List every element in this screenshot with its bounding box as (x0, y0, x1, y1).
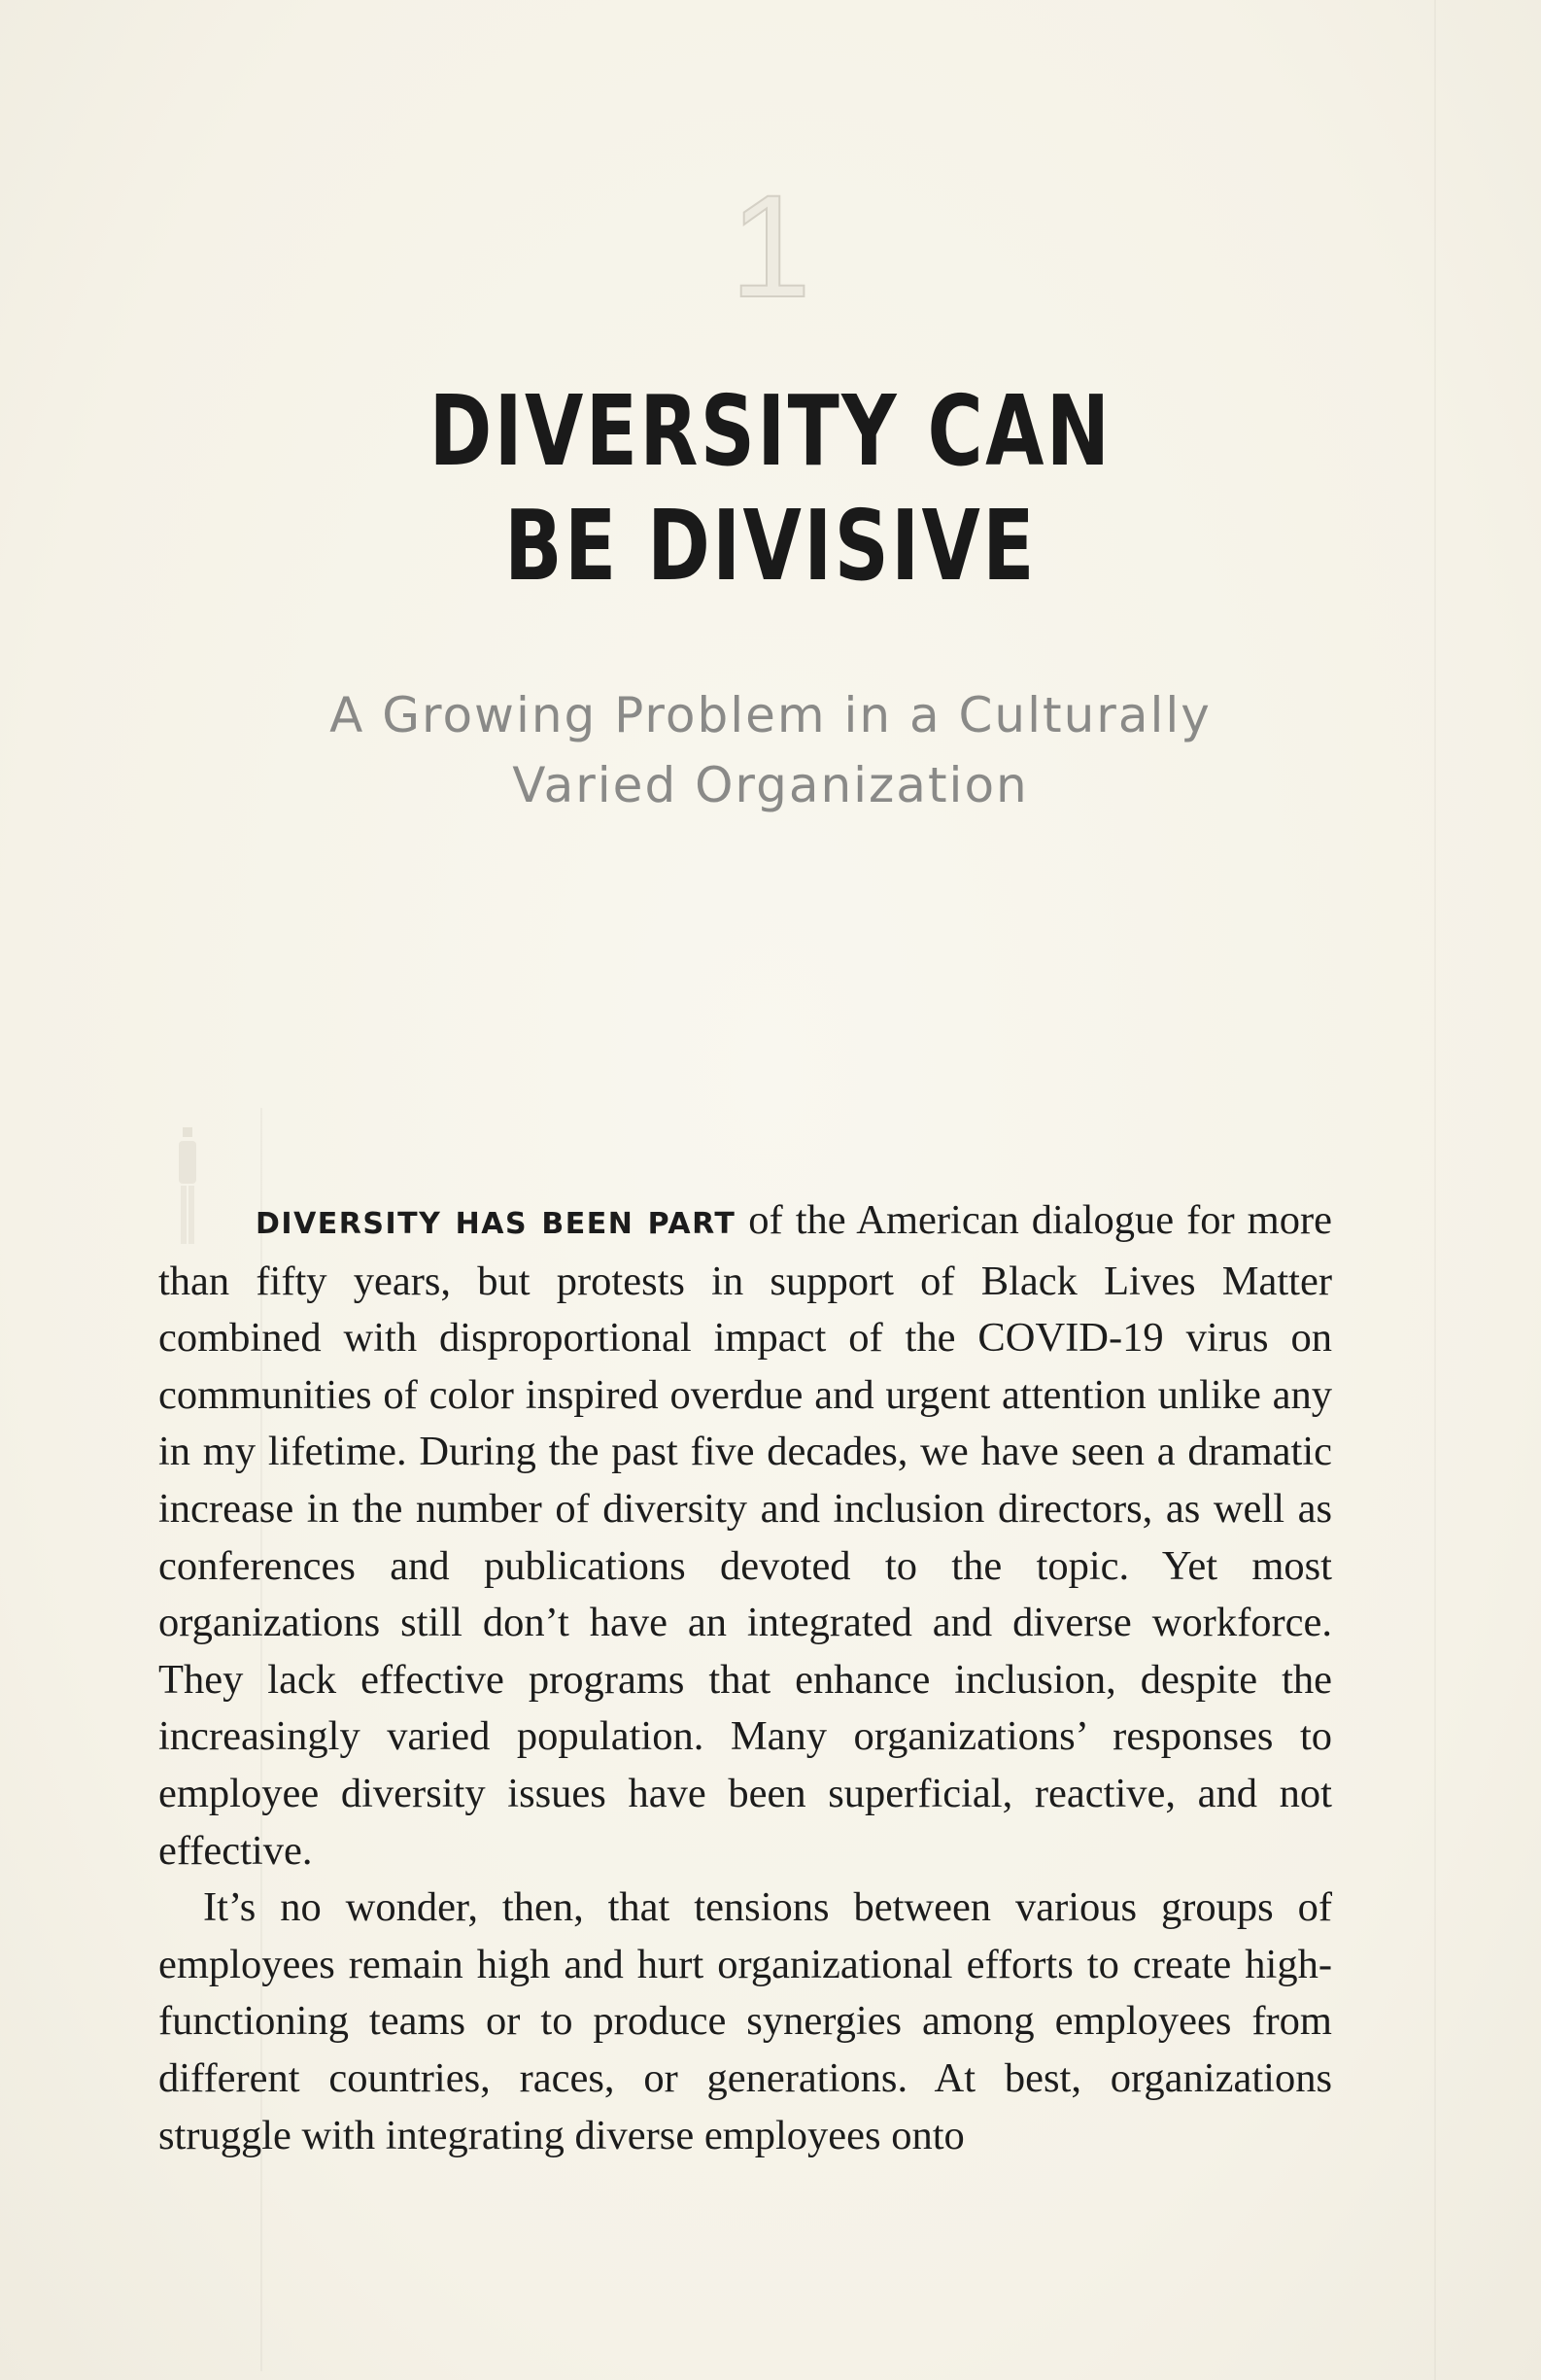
lead-in-text: DIVERSITY HAS BEEN PART (256, 1207, 736, 1241)
chapter-title (169, 374, 1371, 604)
scan-artifact-right (1434, 0, 1436, 2380)
chapter-subtitle-line-2: Varied Organization (512, 757, 1029, 813)
chapter-subtitle (0, 680, 1541, 820)
body-text (158, 1192, 1332, 2164)
paragraph-1 (158, 1192, 1332, 1880)
paragraph-2: It’s no wonder, then, that tensions between various groups of employees remain high and hurt organizational efforts to create high-functioning teams or to produce synergies among employees from different countries, races, or generations. At best, organizations struggle with integrating diverse employees onto (158, 1884, 1332, 2158)
chapter-title-line-2: BE DIVISIVE (504, 489, 1037, 603)
chapter-number: 1 (730, 164, 811, 328)
chapter-title-line-1: DIVERSITY CAN (428, 374, 1113, 488)
chapter-subtitle-line-1: A Growing Problem in a Culturally (329, 687, 1212, 743)
paragraph-1-text: of the American dialogue for more than fifty years, but protests in support of Black Lives Matter combined with disproportional impact of the COVID-19 virus on communities of color inspired overdue and urgent attention unlike any in my lifetime. During the past five decades, we have seen a dramatic increase in the number of diversity and inclusion directors, as well as conferences and publications devoted to the topic. Yet most organizations still don’t have an integrated and diverse workforce. They lack effective programs that enhance inclusion, despite the increasingly varied population. Many organizations’ responses to employee diversity issues have been superficial, reactive, and not effective. (158, 1197, 1332, 1874)
